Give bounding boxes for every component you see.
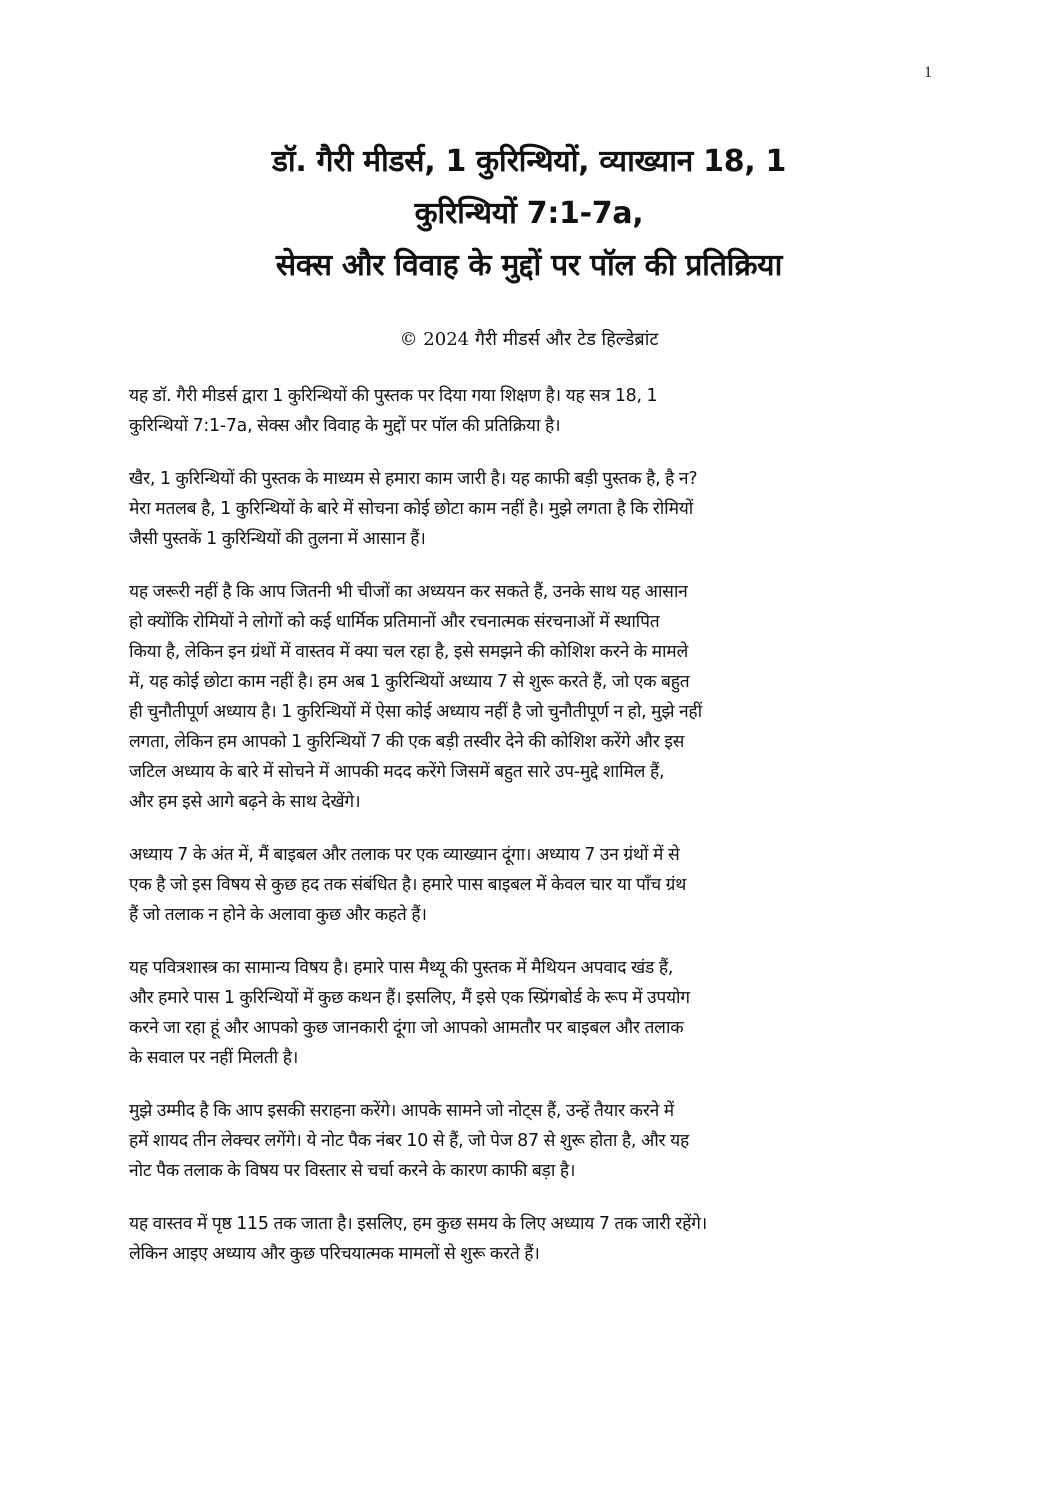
text-line: यह पवित्रशास्त्र का सामान्य विषय है। हमारे पास मैथ्यू की पुस्तक में मैथियन अपवाद खंड हैं, [129,958,674,978]
text-line: एक है जो इस विषय से कुछ हद तक संबंधित है। हमारे पास बाइबल में केवल चार या पाँच ग्रंथ [129,875,687,895]
text-line: यह डॉ. गैरी मीडर्स द्वारा 1 कुरिन्थियों की पुस्तक पर दिया गया शिक्षण है। यह सत्र 18, 1 [129,386,658,406]
text-line: जैसी पुस्तकें 1 कुरिन्थियों की तुलना में आसान हैं। [129,529,426,549]
title-line: सेक्स और विवाह के मुद्दों पर पॉल की प्रतिक्रिया [275,248,783,283]
paragraph [129,577,929,817]
paragraph [129,953,929,1073]
text-line: हैं जो तलाक न होने के अलावा कुछ और कहते हैं। [129,905,427,925]
paragraph [129,464,929,554]
text-line: हो क्योंकि रोमियों ने लोगों को कई धार्मिक प्रतिमानों और रचनात्मक संरचनाओं में स्थापित [129,612,660,632]
text-line: करने जा रहा हूं और आपको कुछ जानकारी दूंगा जो आपको आमतौर पर बाइबल और तलाक [129,1018,684,1038]
paragraph [129,1096,929,1186]
text-line: कुरिन्थियों 7:1-7a, सेक्स और विवाह के मुद्दों पर पॉल की प्रतिक्रिया है। [129,416,561,436]
text-line: खैर, 1 कुरिन्थियों की पुस्तक के माध्यम से हमारा काम जारी है। यह काफी बड़ी पुस्तक है, है न? [129,469,698,489]
text-line: में, यह कोई छोटा काम नहीं है। हम अब 1 कुरिन्थियों अध्याय 7 से शुरू करते हैं, जो एक बहुत [129,672,690,692]
page-number: 1 [924,64,932,81]
title-line: डॉ. गैरी मीडर्स, 1 कुरिन्थियों, व्याख्यान 18, 1 [271,144,787,179]
text-line: और हमारे पास 1 कुरिन्थियों में कुछ कथन हैं। इसलिए, मैं इसे एक स्प्रिंगबोर्ड के रूप में उपयोग [129,988,690,1008]
paragraph [129,840,929,930]
text-line: यह जरूरी नहीं है कि आप जितनी भी चीजों का अध्ययन कर सकते हैं, उनके साथ यह आसान [129,582,688,602]
document-title [128,136,930,292]
paragraph [129,381,929,441]
text-line: मेरा मतलब है, 1 कुरिन्थियों के बारे में सोचना कोई छोटा काम नहीं है। मुझे लगता है कि रोमियों [129,499,694,519]
title-line: कुरिन्थियों 7:1-7a, [414,196,644,231]
text-line: के सवाल पर नहीं मिलती है। [129,1048,299,1068]
text-line: ही चुनौतीपूर्ण अध्याय है। 1 कुरिन्थियों में ऐसा कोई अध्याय नहीं है जो चुनौतीपूर्ण न हो, मुझे नहीं [129,702,702,722]
text-line: लगता, लेकिन हम आपको 1 कुरिन्थियों 7 की एक बड़ी तस्वीर देने की कोशिश करेंगे और इस [129,732,685,752]
document-body [129,381,929,1292]
paragraph [129,1209,929,1269]
text-line: हमें शायद तीन लेक्चर लगेंगे। ये नोट पैक नंबर 10 से हैं, जो पेज 87 से शुरू होता है, और यह [129,1131,689,1151]
text-line: किया है, लेकिन इन ग्रंथों में वास्तव में क्या चल रहा है, इसे समझने की कोशिश करने के मामले [129,642,688,662]
text-line: अध्याय 7 के अंत में, मैं बाइबल और तलाक पर एक व्याख्यान दूंगा। अध्याय 7 उन ग्रंथों में से [129,845,680,865]
text-line: यह वास्तव में पृष्ठ 115 तक जाता है। इसलिए, हम कुछ समय के लिए अध्याय 7 तक जारी रहेंगे। [129,1214,707,1234]
text-line: जटिल अध्याय के बारे में सोचने में आपकी मदद करेंगे जिसमें बहुत सारे उप-मुद्दे शामिल हैं, [129,762,665,782]
text-line: लेकिन आइए अध्याय और कुछ परिचयात्मक मामलों से शुरू करते हैं। [129,1244,540,1264]
text-line: नोट पैक तलाक के विषय पर विस्तार से चर्चा करने के कारण काफी बड़ा है। [129,1161,576,1181]
text-line: मुझे उम्मीद है कि आप इसकी सराहना करेंगे। आपके सामने जो नोट्स हैं, उन्हें तैयार करने में [129,1101,674,1121]
text-line: और हम इसे आगे बढ़ने के साथ देखेंगे। [129,792,361,812]
copyright-notice: © 2024 गैरी मीडर्स और टेड हिल्डेब्रांट [399,329,659,350]
